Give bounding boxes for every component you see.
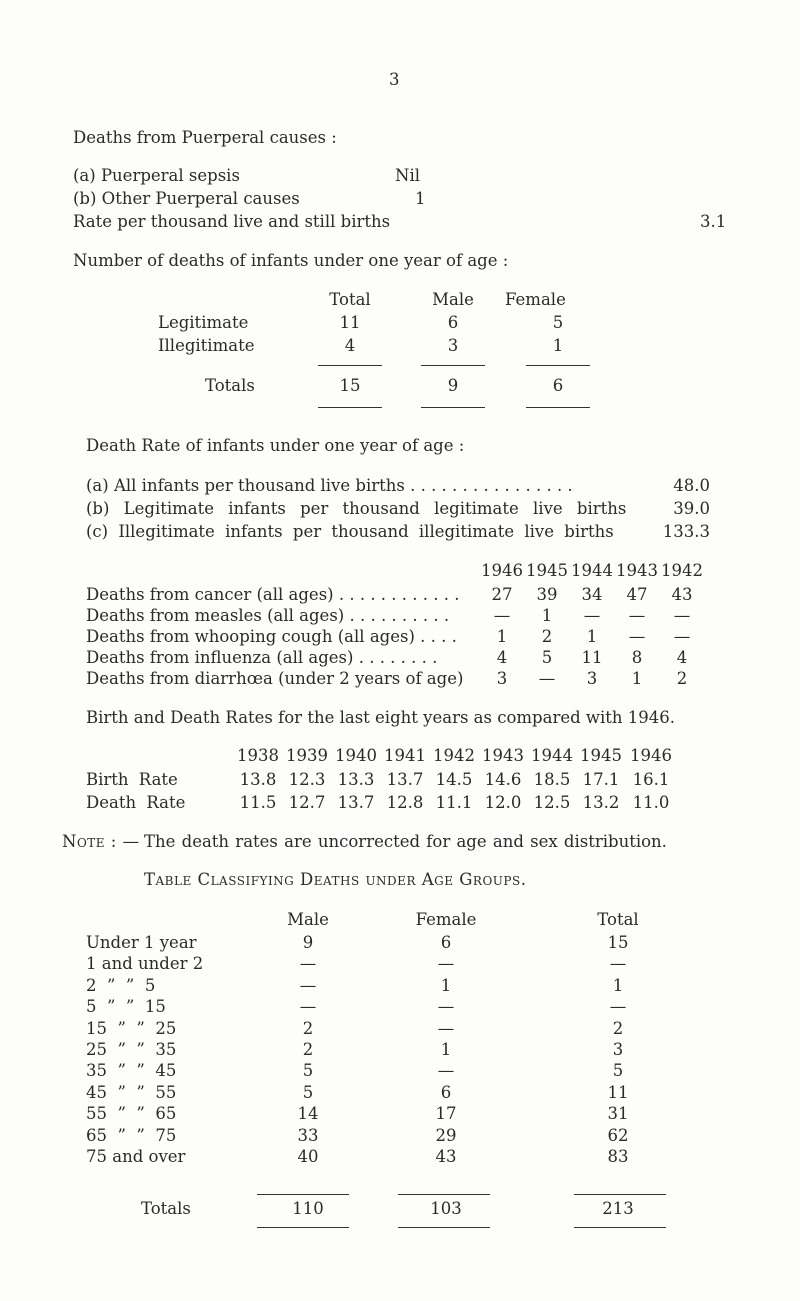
puerperal-item-b-label: (b) Other Puerperal causes — [73, 189, 300, 208]
age-row-cell: 29 — [435, 1126, 457, 1145]
rates-row-birth-1938: 13.8 — [239, 770, 277, 789]
age-table-title: Table Classifying Deaths under Age Groups. — [144, 870, 527, 889]
age-row-cell: 3 — [612, 1040, 624, 1059]
age-row-cell: — — [437, 1019, 455, 1038]
puerperal-item-a-value: Nil — [395, 166, 420, 185]
age-col-total: Total — [597, 910, 639, 929]
causes-row-diarrhoea-label: Deaths from diarrhœa (under 2 years of age) — [86, 669, 464, 688]
causes-row-cancer-1944: 34 — [581, 585, 603, 604]
age-row-cell: 2 — [612, 1019, 624, 1038]
rates-row-birth-1940: 13.3 — [337, 770, 375, 789]
rates-row-death-1942: 11.1 — [435, 793, 473, 812]
age-row-cell: 1 — [440, 1040, 452, 1059]
age-row-label: 5 ” ” 15 — [86, 997, 166, 1016]
causes-row-whooping-1942: — — [673, 627, 691, 646]
causes-row-measles-1946: — — [493, 606, 511, 625]
age-row-label: 45 ” ” 55 — [86, 1083, 177, 1102]
age-row-cell: — — [609, 997, 627, 1016]
causes-row-cancer-1943: 47 — [626, 585, 648, 604]
age-row-cell: 6 — [440, 1083, 452, 1102]
age-col-male: Male — [287, 910, 329, 929]
causes-row-diarrhoea-1943: 1 — [631, 669, 643, 688]
causes-row-influenza-label: Deaths from influenza (all ages) . . . . . . . . — [86, 648, 438, 667]
infant-col-female: Female — [505, 290, 566, 309]
age-totals-male: 110 — [292, 1199, 324, 1218]
infant-row-legitimate-male: 6 — [447, 313, 459, 332]
age-row-cell: 14 — [297, 1104, 319, 1123]
age-row-cell: 2 — [302, 1040, 314, 1059]
age-row-label: 1 and under 2 — [86, 954, 204, 973]
causes-year-1946: 1946 — [481, 561, 523, 580]
rates-row-birth-1941: 13.7 — [386, 770, 424, 789]
age-row-label: 25 ” ” 35 — [86, 1040, 177, 1059]
age-row-cell: 5 — [302, 1083, 314, 1102]
age-row-cell: 1 — [612, 976, 624, 995]
infant-row-illegitimate-total: 4 — [344, 336, 356, 355]
rates-year-1944: 1944 — [531, 746, 573, 765]
causes-row-whooping-1946: 1 — [496, 627, 508, 646]
rates-year-1942: 1942 — [433, 746, 475, 765]
age-row-label: Under 1 year — [86, 933, 197, 952]
rates-year-1945: 1945 — [580, 746, 622, 765]
age-row-label: 35 ” ” 45 — [86, 1061, 177, 1080]
puerperal-item-b-value: 1 — [415, 189, 426, 208]
infant-rate-b-value: 39.0 — [673, 499, 710, 518]
causes-row-measles-1945: 1 — [541, 606, 553, 625]
causes-row-influenza-1946: 4 — [496, 648, 508, 667]
note-text: The death rates are uncorrected for age and sex distribution. — [144, 832, 667, 851]
age-row-cell: 33 — [297, 1126, 319, 1145]
age-row-cell: — — [299, 954, 317, 973]
causes-row-cancer-1946: 27 — [491, 585, 513, 604]
age-row-cell: — — [437, 1061, 455, 1080]
age-totals-total: 213 — [602, 1199, 634, 1218]
age-rule-bottom-total — [574, 1227, 666, 1228]
causes-row-whooping-label: Deaths from whooping cough (all ages) . . . . — [86, 627, 457, 646]
age-row-cell: 15 — [607, 933, 629, 952]
rates-row-birth-1943: 14.6 — [484, 770, 522, 789]
causes-row-cancer-label: Deaths from cancer (all ages) . . . . . . . . . . . . — [86, 585, 460, 604]
age-row-label: 2 ” ” 5 — [86, 976, 156, 995]
rates-row-birth-1939: 12.3 — [288, 770, 326, 789]
causes-row-diarrhoea-1942: 2 — [676, 669, 688, 688]
age-row-cell: — — [299, 976, 317, 995]
age-rule-bottom-female — [398, 1227, 490, 1228]
age-row-cell: 2 — [302, 1019, 314, 1038]
infant-totals-female: 6 — [552, 376, 564, 395]
infant-rule-bottom-total — [318, 407, 382, 408]
age-row-cell: 9 — [302, 933, 314, 952]
age-row-label: 75 and over — [86, 1147, 186, 1166]
age-row-label: 15 ” ” 25 — [86, 1019, 177, 1038]
infant-rate-b-label: (b) Legitimate infants per thousand legitimate live births — [86, 499, 627, 518]
age-row-cell: 43 — [435, 1147, 457, 1166]
rates-row-death-1944: 12.5 — [533, 793, 571, 812]
age-row-cell: 40 — [297, 1147, 319, 1166]
page-number: 3 — [389, 70, 400, 89]
causes-year-1944: 1944 — [571, 561, 613, 580]
causes-row-diarrhoea-1944: 3 — [586, 669, 598, 688]
age-row-cell: — — [437, 997, 455, 1016]
causes-row-influenza-1944: 11 — [581, 648, 603, 667]
rates-year-1938: 1938 — [237, 746, 279, 765]
age-col-female: Female — [415, 910, 477, 929]
rates-row-death-1939: 12.7 — [288, 793, 326, 812]
infant-row-illegitimate-male: 3 — [447, 336, 459, 355]
infant-row-illegitimate-female: 1 — [552, 336, 564, 355]
age-row-cell: 62 — [607, 1126, 629, 1145]
rates-row-birth-label: Birth Rate — [86, 770, 178, 789]
age-rule-top-male — [257, 1194, 349, 1195]
rates-year-1941: 1941 — [384, 746, 426, 765]
age-row-cell: 17 — [435, 1104, 457, 1123]
age-rule-top-female — [398, 1194, 490, 1195]
infant-rate-c-label: (c) Illegitimate infants per thousand illegitimate live births — [86, 522, 614, 541]
infant-rate-heading: Death Rate of infants under one year of age : — [86, 436, 465, 455]
note-label: Note : — — [62, 832, 140, 851]
infant-row-legitimate-total: 11 — [339, 313, 361, 332]
puerperal-rate-label: Rate per thousand live and still births — [73, 212, 391, 231]
rates-row-birth-1946: 16.1 — [632, 770, 670, 789]
age-totals-label: Totals — [141, 1199, 191, 1218]
age-rule-bottom-male — [257, 1227, 349, 1228]
infant-row-illegitimate-label: Illegitimate — [158, 336, 255, 355]
rates-row-birth-1945: 17.1 — [582, 770, 620, 789]
puerperal-item-a-label: (a) Puerperal sepsis — [73, 166, 240, 185]
causes-row-influenza-1943: 8 — [631, 648, 643, 667]
rates-row-birth-1944: 18.5 — [533, 770, 571, 789]
puerperal-heading: Deaths from Puerperal causes : — [73, 128, 337, 147]
rates-row-death-1938: 11.5 — [239, 793, 277, 812]
rates-year-1940: 1940 — [335, 746, 377, 765]
rates-row-birth-1942: 14.5 — [435, 770, 473, 789]
age-row-cell: 1 — [440, 976, 452, 995]
causes-row-measles-label: Deaths from measles (all ages) . . . . . . . . . . — [86, 606, 450, 625]
causes-row-measles-1942: — — [673, 606, 691, 625]
causes-row-whooping-1945: 2 — [541, 627, 553, 646]
puerperal-rate-value: 3.1 — [700, 212, 727, 231]
infant-rule-top-female — [526, 365, 590, 366]
causes-row-whooping-1943: — — [628, 627, 646, 646]
causes-row-influenza-1942: 4 — [676, 648, 688, 667]
rates-row-death-1945: 13.2 — [582, 793, 620, 812]
causes-row-cancer-1942: 43 — [671, 585, 693, 604]
infant-rate-a-label: (a) All infants per thousand live births . . . . . . . . . . . . . . . . — [86, 476, 573, 495]
age-totals-female: 103 — [430, 1199, 462, 1218]
rates-year-1946: 1946 — [630, 746, 672, 765]
infant-rule-bottom-female — [526, 407, 590, 408]
causes-row-measles-1944: — — [583, 606, 601, 625]
age-row-cell: — — [299, 997, 317, 1016]
infant-totals-label: Totals — [205, 376, 255, 395]
infant-row-legitimate-female: 5 — [552, 313, 564, 332]
rates-row-death-1940: 13.7 — [337, 793, 375, 812]
causes-year-1943: 1943 — [616, 561, 658, 580]
age-row-label: 65 ” ” 75 — [86, 1126, 177, 1145]
infant-rate-c-value: 133.3 — [662, 522, 710, 541]
age-row-cell: 6 — [440, 933, 452, 952]
rates-row-death-1943: 12.0 — [484, 793, 522, 812]
age-row-cell: 5 — [302, 1061, 314, 1080]
rates-year-1939: 1939 — [286, 746, 328, 765]
infant-totals-total: 15 — [339, 376, 361, 395]
rates-row-death-label: Death Rate — [86, 793, 186, 812]
rates-row-death-1941: 12.8 — [386, 793, 424, 812]
rates-year-1943: 1943 — [482, 746, 524, 765]
causes-year-1942: 1942 — [661, 561, 703, 580]
age-row-cell: 5 — [612, 1061, 624, 1080]
causes-row-cancer-1945: 39 — [536, 585, 558, 604]
infant-col-total: Total — [329, 290, 371, 309]
age-row-cell: — — [609, 954, 627, 973]
infant-totals-male: 9 — [447, 376, 459, 395]
age-row-label: 55 ” ” 65 — [86, 1104, 177, 1123]
causes-row-diarrhoea-1946: 3 — [496, 669, 508, 688]
infant-rule-top-total — [318, 365, 382, 366]
infant-deaths-heading: Number of deaths of infants under one year of age : — [73, 251, 509, 270]
causes-row-diarrhoea-1945: — — [538, 669, 556, 688]
causes-row-measles-1943: — — [628, 606, 646, 625]
rates-heading: Birth and Death Rates for the last eight years as compared with 1946. — [86, 708, 676, 727]
infant-rule-top-male — [421, 365, 485, 366]
age-row-cell: 11 — [607, 1083, 629, 1102]
age-row-cell: 31 — [607, 1104, 629, 1123]
age-row-cell: 83 — [607, 1147, 629, 1166]
infant-rule-bottom-male — [421, 407, 485, 408]
infant-row-legitimate-label: Legitimate — [158, 313, 249, 332]
infant-col-male: Male — [432, 290, 474, 309]
causes-row-whooping-1944: 1 — [586, 627, 598, 646]
age-row-cell: — — [437, 954, 455, 973]
rates-row-death-1946: 11.0 — [632, 793, 670, 812]
causes-year-1945: 1945 — [526, 561, 568, 580]
infant-rate-a-value: 48.0 — [673, 476, 710, 495]
age-rule-top-total — [574, 1194, 666, 1195]
causes-row-influenza-1945: 5 — [541, 648, 553, 667]
